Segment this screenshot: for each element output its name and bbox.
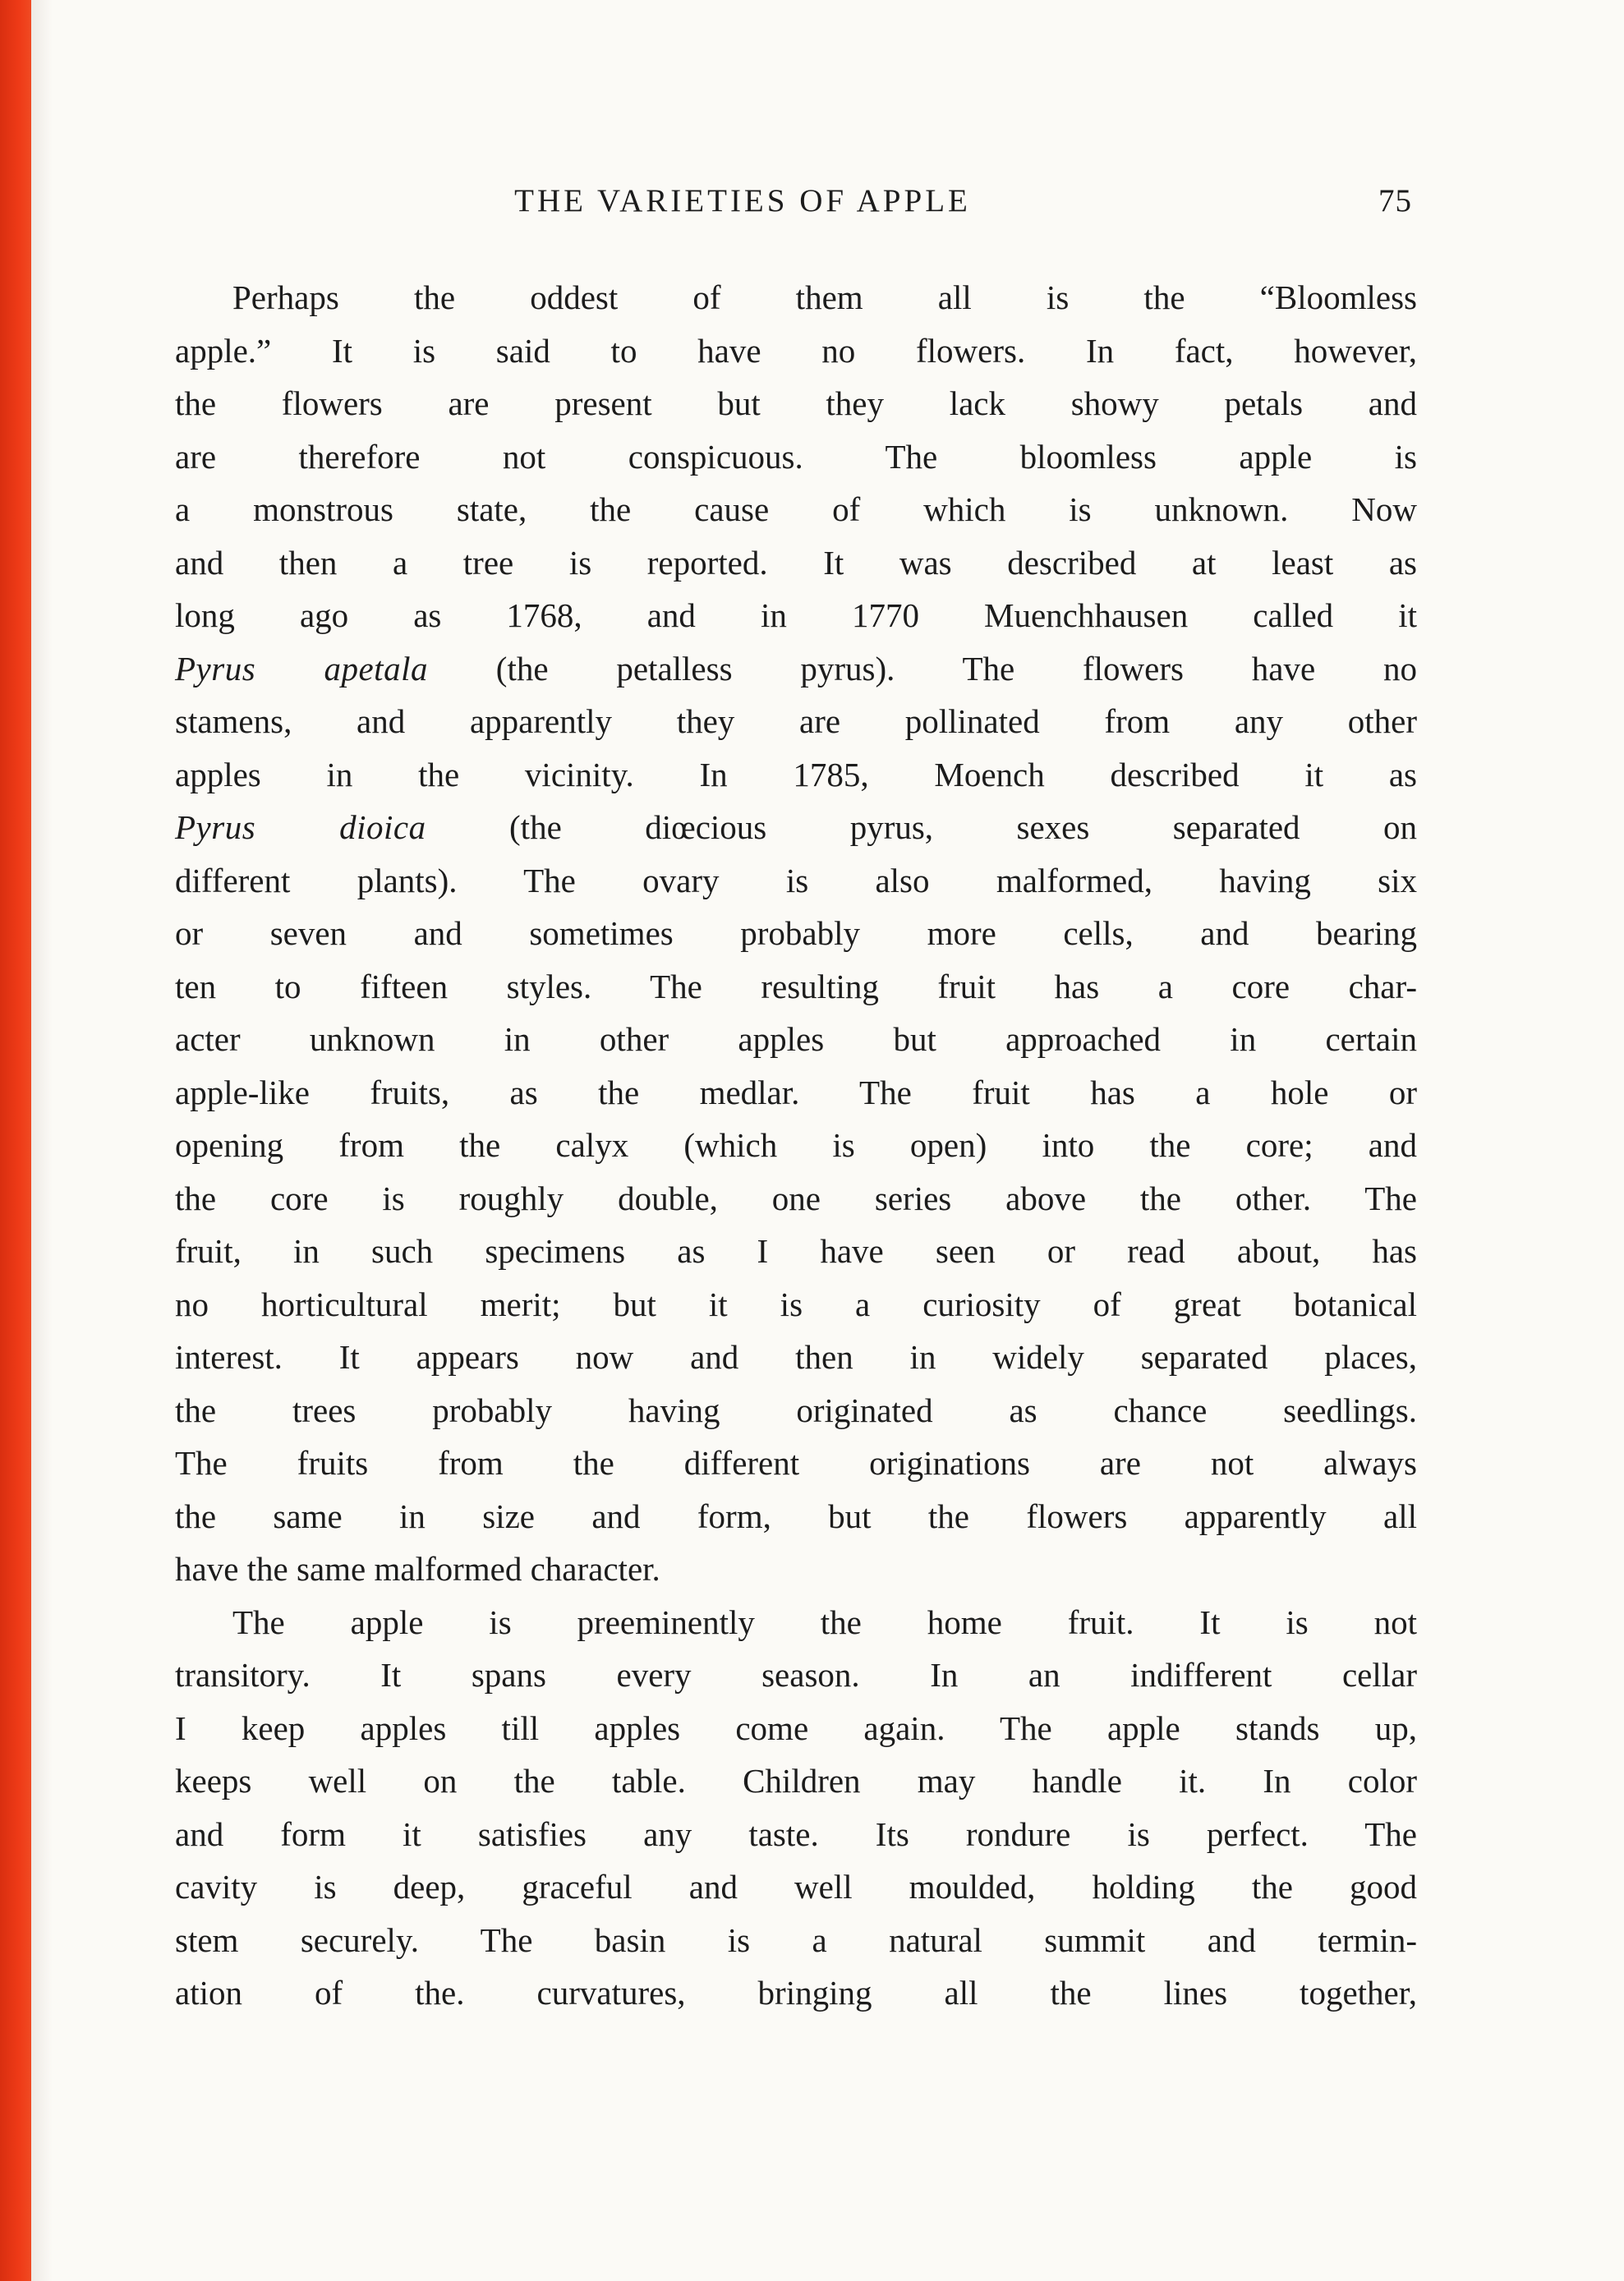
page-body: [175, 271, 1417, 2020]
text-line: transitory. It spans every season. In an indifferent cellar: [175, 1656, 1417, 1694]
text-line: and form it satisfies any taste. Its rondure is perfect. The: [175, 1814, 1417, 1853]
paragraph: [175, 271, 1417, 1596]
text-line: different plants). The ovary is also malformed, having six: [175, 861, 1417, 899]
text-line: the flowers are present but they lack showy petals and: [175, 384, 1417, 422]
text-line: opening from the calyx (which is open) into the core; and: [175, 1126, 1417, 1164]
text-line: or seven and sometimes probably more cells, and bearing: [175, 914, 1417, 952]
text-line: no horticultural merit; but it is a curiosity of great botanical: [175, 1285, 1417, 1323]
text-line: long ago as 1768, and in 1770 Muenchhausen called it: [175, 596, 1417, 634]
text-line: Pyrus dioica (the diœcious pyrus, sexes separated on: [175, 808, 1417, 846]
text-line: Perhaps the oddest of them all is the “Bloomless: [232, 278, 1417, 316]
text-line: stem securely. The basin is a natural summit and termin-: [175, 1920, 1417, 1959]
text-line: the core is roughly double, one series above the other. The: [175, 1179, 1417, 1217]
text-line: the trees probably having originated as chance seedlings.: [175, 1391, 1417, 1429]
running-head: [175, 182, 1417, 235]
text-line: have the same malformed character.: [175, 1550, 660, 1588]
text-line: and then a tree is reported. It was described at least as: [175, 543, 1417, 582]
text-line: The fruits from the different originations are not always: [175, 1444, 1417, 1482]
text-line: a monstrous state, the cause of which is unknown. Now: [175, 490, 1417, 528]
scan-edge-stripe: [0, 0, 31, 2281]
text-line: fruit, in such specimens as I have seen or read about, has: [175, 1232, 1417, 1270]
text-line: ation of the. curvatures, bringing all the lines together,: [175, 1974, 1417, 2012]
paragraph: [175, 1596, 1417, 2020]
text-line: keeps well on the table. Children may handle it. In color: [175, 1762, 1417, 1800]
text-line: The apple is preeminently the home fruit. It is not: [232, 1603, 1417, 1641]
text-line: interest. It appears now and then in widely separated places,: [175, 1338, 1417, 1376]
text-line: Pyrus apetala (the petalless pyrus). The flowers have no: [175, 649, 1417, 688]
text-line: apple.” It is said to have no flowers. In fact, however,: [175, 331, 1417, 370]
text-line: stamens, and apparently they are pollinated from any other: [175, 702, 1417, 740]
book-page: [175, 182, 1417, 2020]
text-line: ten to fifteen styles. The resulting fruit has a core char-: [175, 967, 1417, 1005]
scan-edge-shadow: [31, 0, 53, 2281]
text-line: apples in the vicinity. In 1785, Moench described it as: [175, 755, 1417, 793]
text-line: are therefore not conspicuous. The bloomless apple is: [175, 437, 1417, 476]
page-number: 75: [1378, 183, 1412, 218]
text-line: the same in size and form, but the flowers apparently all: [175, 1497, 1417, 1535]
text-line: I keep apples till apples come again. The apple stands up,: [175, 1708, 1417, 1747]
text-line: apple-like fruits, as the medlar. The fruit has a hole or: [175, 1073, 1417, 1111]
text-line: acter unknown in other apples but approached in certain: [175, 1020, 1417, 1058]
page-title: THE VARIETIES OF APPLE: [514, 183, 971, 218]
text-line: cavity is deep, graceful and well moulded, holding the good: [175, 1868, 1417, 1906]
